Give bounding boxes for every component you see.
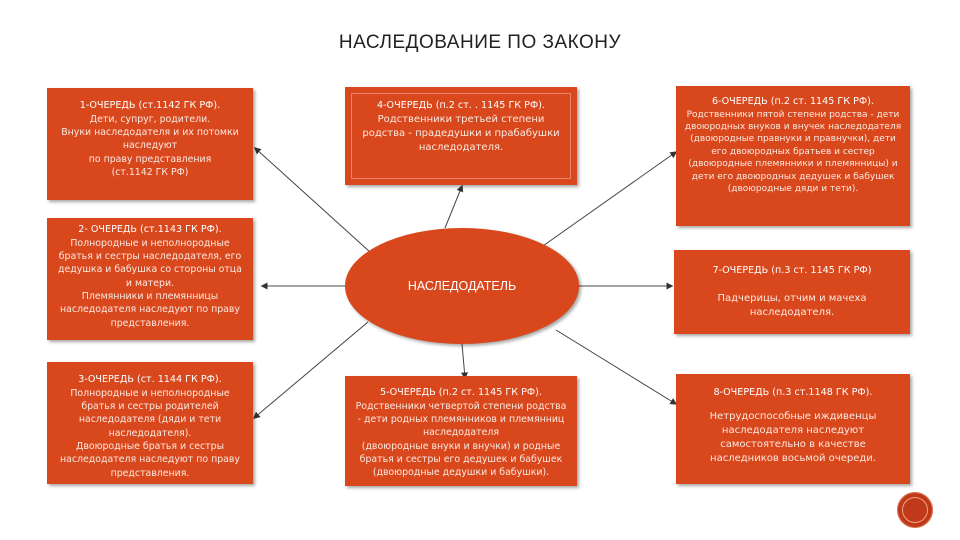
queue-2-box	[47, 218, 253, 340]
queue-5-heading: 5-ОЧЕРЕДЬ (п.2 ст. 1145 ГК РФ).	[380, 387, 542, 398]
arrow-to-q4	[445, 186, 462, 228]
queue-3-box	[47, 362, 253, 484]
queue-6-box	[676, 86, 910, 226]
slide-badge-icon	[897, 492, 933, 528]
arrow-to-q5	[462, 344, 465, 378]
queue-1-text: Дети, супруг, родители. Внуки наследодателя и их потомки наследуют по праву представления (ст.1142 ГК РФ)	[61, 113, 239, 178]
testator-ellipse	[345, 228, 579, 344]
queue-8-box	[676, 374, 910, 484]
queue-3-text: Полнородные и неполнородные братья и сестры родителей наследодателя (дяди и тети наследодателя). Двоюродные братья и сестры наследодателя наследуют по праву представления.	[60, 387, 240, 479]
slide-title: НАСЛЕДОВАНИЕ ПО ЗАКОНУ	[338, 32, 622, 53]
queue-3-heading: 3-ОЧЕРЕДЬ (ст. 1144 ГК РФ).	[78, 374, 222, 385]
queue-2-text: Полнородные и неполнородные братья и сестры наследодателя, его дедушка и бабушка со стороны отца и матери. Племянники и племянницы наследодателя наследуют по праву представления.	[58, 237, 242, 329]
queue-2-heading: 2- ОЧЕРЕДЬ (ст.1143 ГК РФ).	[78, 224, 222, 235]
queue-4-box	[345, 87, 577, 185]
queue-8-heading: 8-ОЧЕРЕДЬ (п.3 ст.1148 ГК РФ).	[713, 387, 873, 398]
queue-5-box	[345, 376, 577, 486]
queue-4-heading: 4-ОЧЕРЕДЬ (п.2 ст. . 1145 ГК РФ).	[376, 100, 546, 111]
queue-6-text: Родственники пятой степени родства - дети двоюродных внуков и внучек наследодателя (двоюродные правнуки и правнучки), дети его двоюродных братьев и сестер (двоюродные племянники и племянницы) и дети его двоюродных дедушек и бабушек (двоюродные дяди и тети).	[684, 109, 902, 195]
queue-7-heading: 7-ОЧЕРЕДЬ (п.3 ст. 1145 ГК РФ)	[712, 265, 872, 276]
queue-7-box	[674, 250, 910, 334]
queue-5-text: Родственники четвертой степени родства - дети родных племянников и племянниц наследодателя (двоюродные внуки и внучки) и родные братья и сестры его дедушек и бабушек (двоюродные дедушки и бабушки).	[355, 400, 567, 479]
queue-1-box	[47, 88, 253, 200]
queue-1-heading: 1-ОЧЕРЕДЬ (ст.1142 ГК РФ).	[79, 100, 221, 111]
testator-label: НАСЛЕДОДАТЕЛЬ	[407, 279, 517, 293]
queue-7-text: Падчерицы, отчим и мачеха наследодателя.	[717, 292, 867, 318]
queue-6-heading: 6-ОЧЕРЕДЬ (п.2 ст. 1145 ГК РФ).	[712, 96, 874, 107]
queue-8-text: Нетрудоспособные иждивенцы наследодателя наследуют самостоятельно в качестве наследников восьмой очереди.	[709, 410, 877, 465]
queue-4-text: Родственники третьей степени родства - прадедушки и прабабушки наследодателя.	[362, 113, 560, 153]
